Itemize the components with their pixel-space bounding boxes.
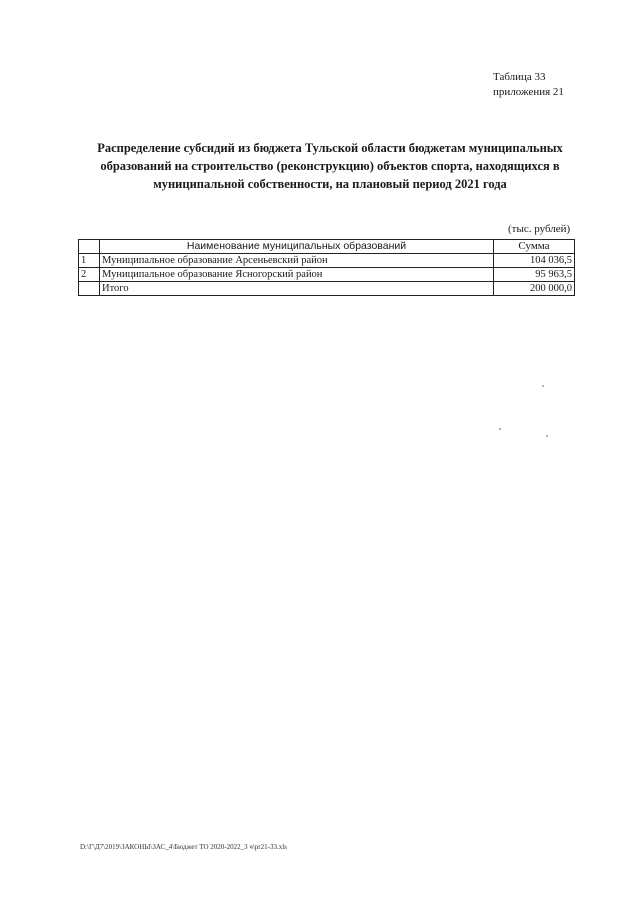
row-sum-cell: 104 036,5 — [494, 254, 575, 268]
header-name-cell: Наименование муниципальных образований — [100, 240, 494, 254]
table-row — [79, 254, 575, 268]
row-num-cell: 1 — [79, 254, 100, 268]
scan-speck — [499, 428, 501, 430]
total-num-cell — [79, 282, 100, 296]
row-name-cell: Муниципальное образование Ясногорский район — [100, 268, 494, 282]
total-label-cell: Итого — [100, 282, 494, 296]
row-name-cell: Муниципальное образование Арсеньевский район — [100, 254, 494, 268]
scan-speck — [542, 385, 544, 387]
header-sum-cell: Сумма — [494, 240, 575, 254]
document-title: Распределение субсидий из бюджета Тульской области бюджетам муниципальных образований на строительство (реконструкцию) объектов спорта, находящихся в муниципальной собственности, на плановый период 2021 года — [97, 141, 563, 191]
file-path-footer: D:\Г\Д7\2019\ЗАКОНЫ\ЗАС_4\Бюджет ТО 2020-2022_3 ч\pr21-33.xls — [80, 843, 287, 851]
appendix-number: приложения 21 — [493, 86, 564, 98]
subsidy-table — [78, 239, 575, 296]
table-number: Таблица 33 — [493, 71, 546, 83]
row-sum-cell: 95 963,5 — [494, 268, 575, 282]
table-total-row — [79, 282, 575, 296]
row-num-cell: 2 — [79, 268, 100, 282]
header-num-cell — [79, 240, 100, 254]
scan-speck — [546, 435, 548, 437]
table-row — [79, 268, 575, 282]
table-reference — [493, 70, 564, 100]
units-label: (тыс. рублей) — [508, 223, 571, 235]
table-header-row — [79, 240, 575, 254]
total-sum-cell: 200 000,0 — [494, 282, 575, 296]
